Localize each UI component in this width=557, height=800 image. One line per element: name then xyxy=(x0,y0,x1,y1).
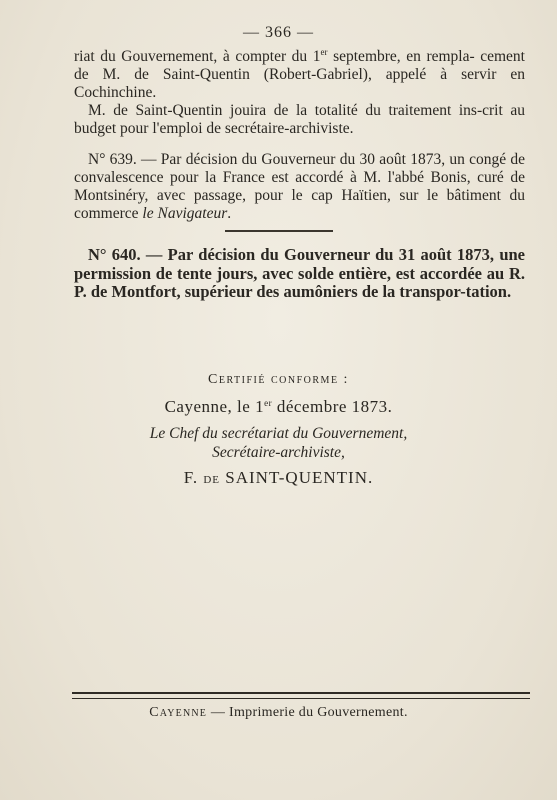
decision-639 xyxy=(74,151,525,223)
decision-640-text: N° 640. — Par décision du Gouverneur du 31 août 1873, une permission de tente jours, avec solde entière, est accordée au R. P. de Montfort, supérieur des aumôniers de la transpor-tation. xyxy=(74,245,525,301)
decision-639-body: N° 639. — Par décision du Gouverneur du 30 août 1873, un congé de convalescence pour la France est accordé à M. l'abbé Bonis, curé de Montsinéry, avec passage, pour le cap Haïtien, sur le bâtiment du commerce xyxy=(74,151,525,222)
ship-name: le Navigateur xyxy=(142,205,228,222)
signatory-title: Le Chef du secrétariat du Gouvernement, xyxy=(149,425,408,442)
signature-surname: SAINT-QUENTIN. xyxy=(220,468,374,487)
paragraph-appointment xyxy=(74,48,525,138)
ordinal-superscript: er xyxy=(320,47,328,57)
appointment-text xyxy=(74,48,525,102)
section-divider xyxy=(225,230,333,232)
signature-particle: de xyxy=(203,471,221,487)
appointment-line3: servir en Cochinchine. xyxy=(74,66,525,101)
certification-heading: Certifié conforme : xyxy=(208,372,349,387)
place-date-end: décembre 1873. xyxy=(272,397,393,416)
appointment-line1: riat du Gouvernement, à compter du 1 xyxy=(74,48,321,65)
salary-paragraph: M. de Saint-Quentin jouira de la totalité du traitement ins-crit au budget pour l'emploi de secrétaire-archiviste. xyxy=(74,102,525,137)
footer-rule xyxy=(72,692,530,699)
signatory-role: Secrétaire-archiviste, xyxy=(212,444,345,461)
signature-name xyxy=(0,468,557,488)
signature-initial: F. xyxy=(183,468,204,487)
footer-printer: — Imprimerie du Gouvernement. xyxy=(207,705,408,720)
printer-footer xyxy=(0,705,557,721)
appointment-line2: cement de M. de Saint-Quentin (Robert-Gabriel), appelé à xyxy=(74,48,525,83)
date-superscript: er xyxy=(264,398,273,408)
decision-640 xyxy=(74,246,525,302)
place-date-start: Cayenne, le 1 xyxy=(164,397,265,416)
appointment-line1-end: septembre, en rempla- xyxy=(327,48,475,65)
place-date xyxy=(0,397,557,417)
footer-city: Cayenne xyxy=(149,705,208,720)
decision-639-end: . xyxy=(227,205,232,222)
page-number: — 366 — xyxy=(243,24,314,41)
decision-639-text xyxy=(74,151,525,223)
